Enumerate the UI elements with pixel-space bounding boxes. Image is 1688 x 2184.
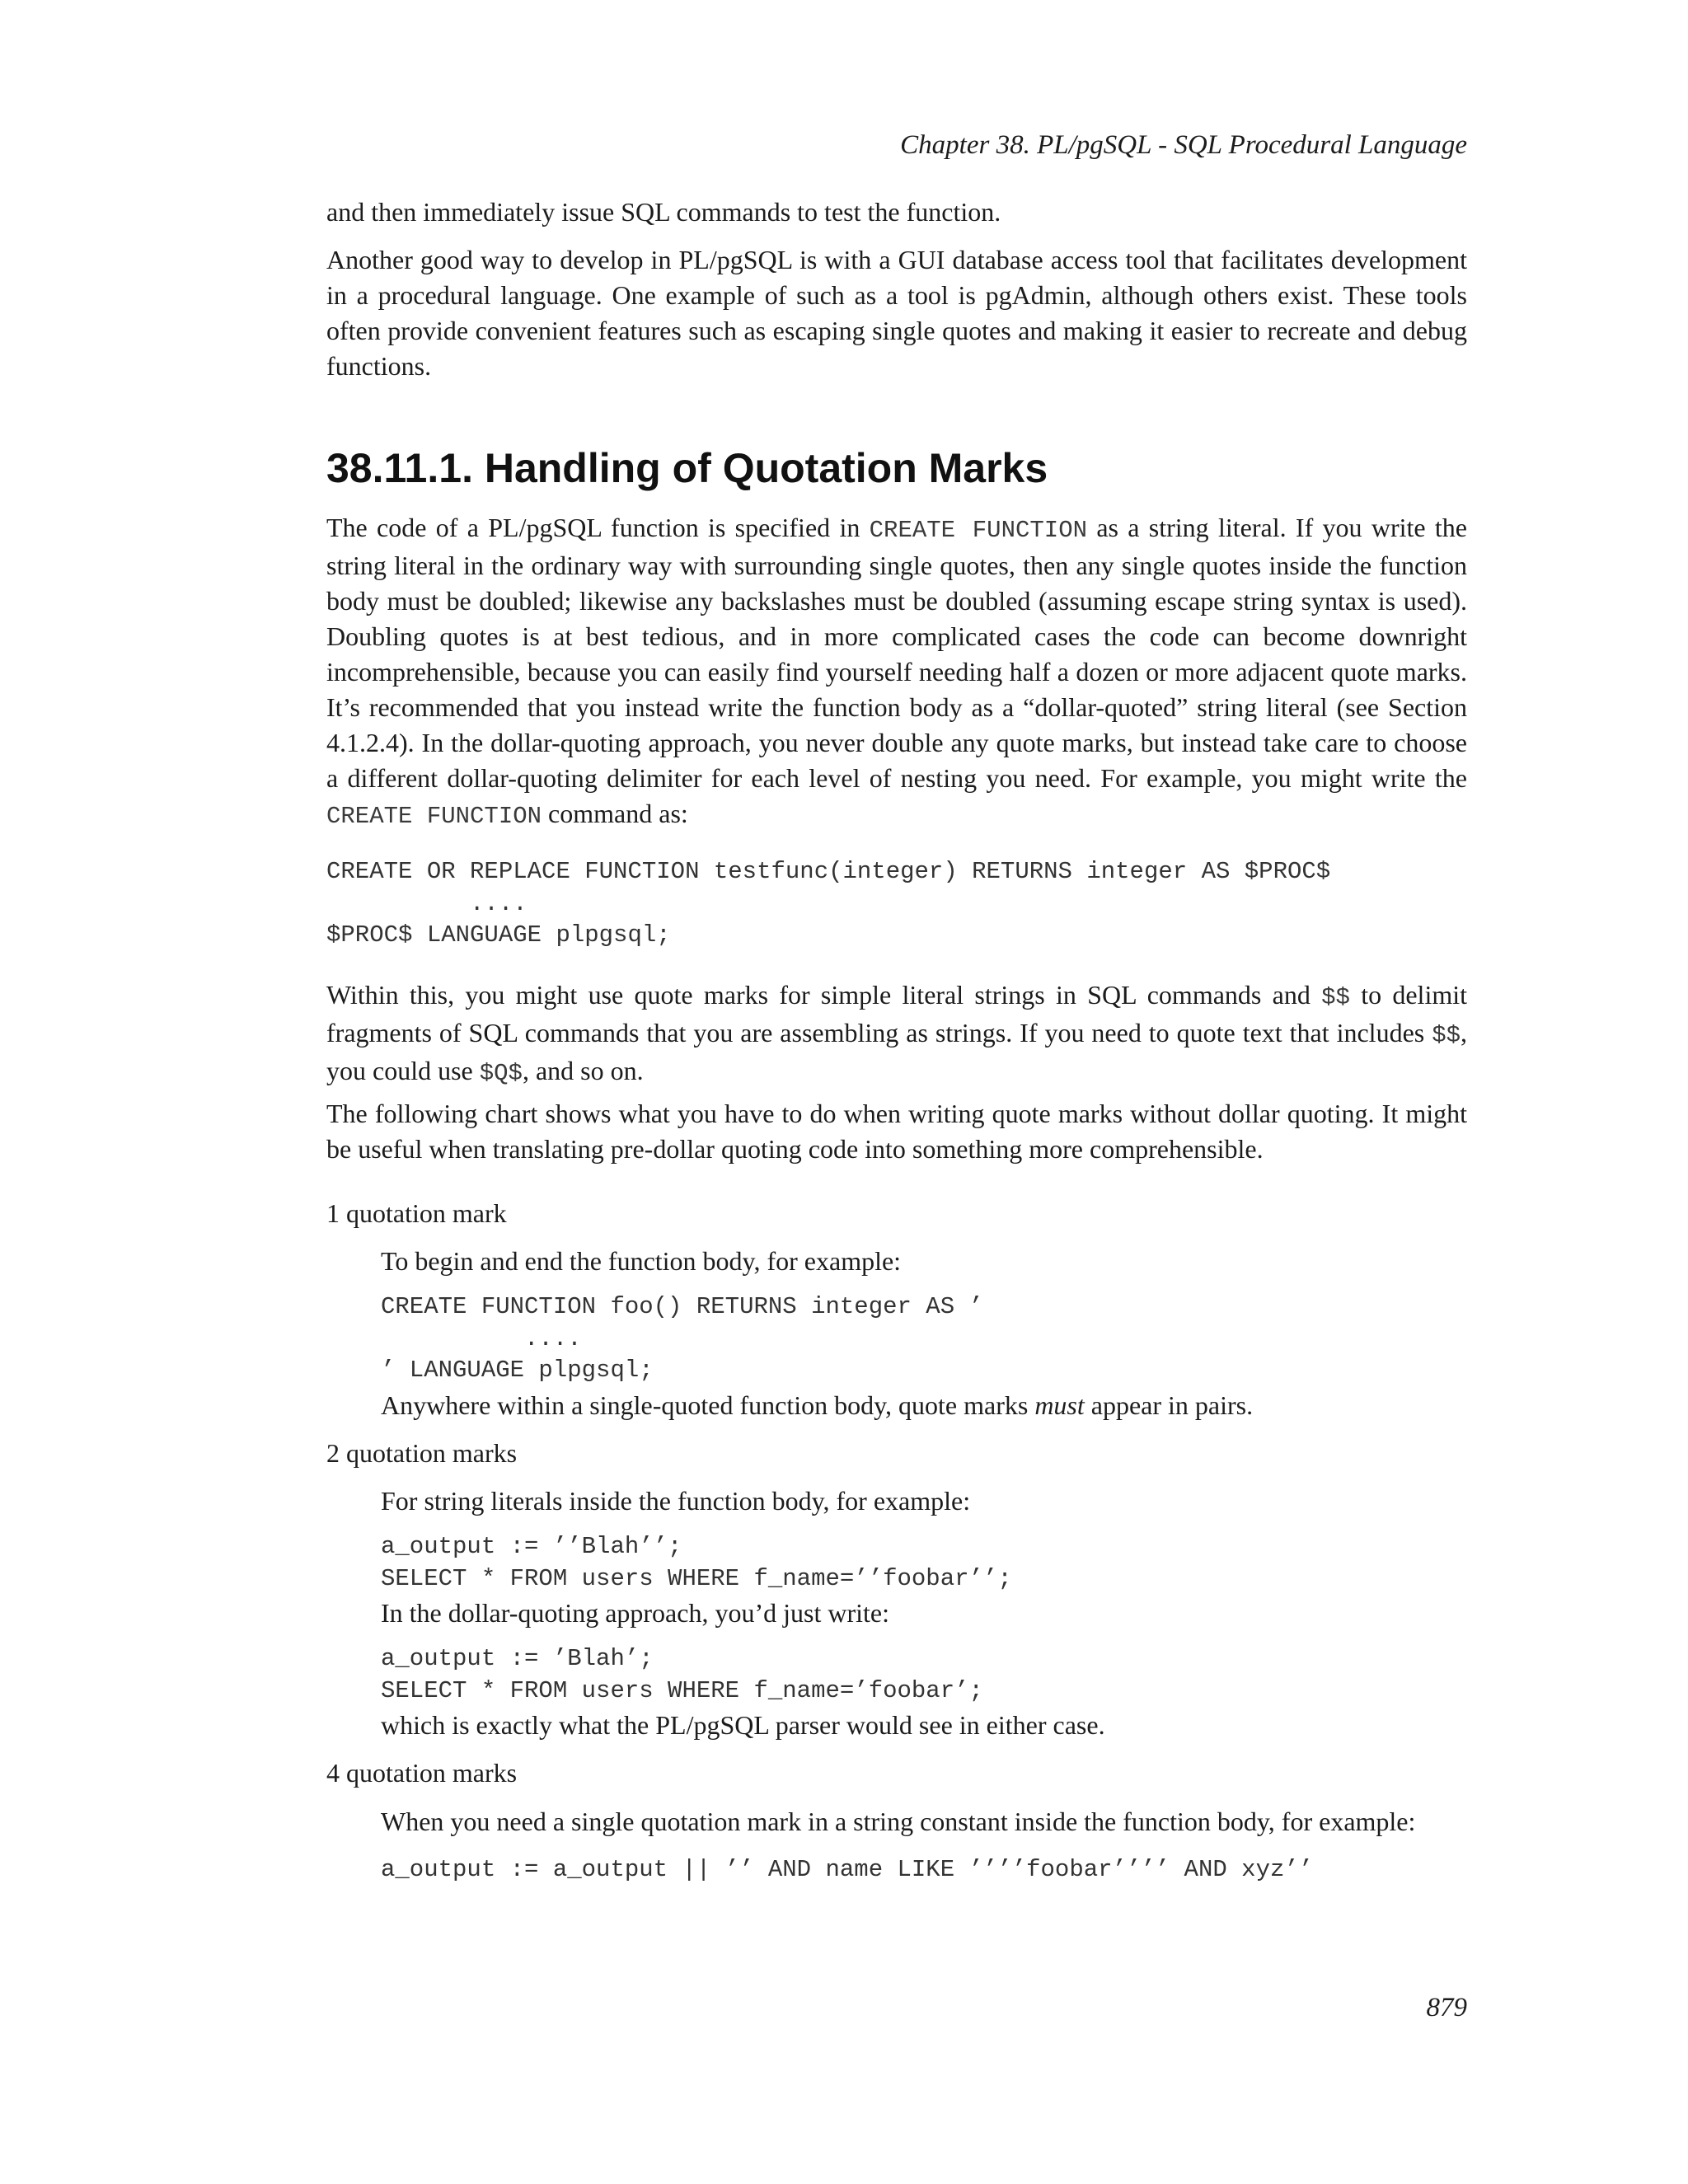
p2-code-dollar-2: $$ [1432,1022,1461,1049]
entry-1-note-a: Anywhere within a single-quoted function body, quote marks [381,1390,1035,1420]
intro-gui-paragraph: Another good way to develop in PL/pgSQL is with a GUI database access tool that facilitates development in a procedural language. One example of such as a tool is pgAdmin, although others exist. These tools often provide convenient features such as escaping single quotes and making it easier to recreate and debug functions. [326,245,1467,381]
section-paragraph-3: The following chart shows what you have to do when writing quote marks without dollar quoting. It might be useful when translating pre-dollar quoting code into something more comprehensible. [326,1099,1467,1164]
p1-code-create-function-2: CREATE FUNCTION [326,803,542,830]
intro-continued-line: and then immediately issue SQL commands to test the function. [326,197,1001,227]
p2-text-b: to delimit fragments of SQL commands that you are assembling as strings. If you need to quote text that includes [326,980,1468,1047]
p2-text-a: Within this, you might use quote marks for simple literal strings in SQL commands and [326,980,1322,1010]
p1-text-a: The code of a PL/pgSQL function is specified in [326,513,870,542]
term-2-quotation-marks: 2 quotation marks [326,1438,518,1468]
p1-code-create-function: CREATE FUNCTION [869,517,1088,544]
p2-text-d: , and so on. [522,1056,644,1085]
entry-2-code-dollar: a_output := ’Blah’; SELECT * FROM users WHERE f_name=’foobar’; [381,1645,983,1704]
section-paragraph-1 [326,510,1467,834]
term-4-quotation-marks: 4 quotation marks [326,1758,518,1788]
p2-text-c: , you could use [326,1018,1467,1085]
entry-1-note-emphasis: must [1034,1390,1085,1420]
entry-4-description: When you need a single quotation mark in a string constant inside the function body, for example: [381,1807,1416,1836]
entry-1-description: To begin and end the function body, for example: [381,1246,902,1276]
entry-2-note: In the dollar-quoting approach, you’d just write: [381,1598,889,1628]
p1-text-c: command as: [542,799,688,828]
p1-text-b: as a string literal. If you write the string literal in the ordinary way with surrounding single quotes, then any single quotes inside the function body must be doubled; likewise any backslashes must be doubled (assuming escape string syntax is used). Doubling quotes is at best tedious, and in more complicated cases the code can become downright incomprehensible, because you can easily find yourself needing half a dozen or more adjacent quote marks. It’s recommended that you instead write the function body as a “dollar-quoted” string literal (see Section 4.1.2.4). In the dollar-quoting approach, you never double any quote marks, but instead take care to choose a different dollar-quoting delimiter for each level of nesting you need. For example, you might write the [326,513,1468,793]
entry-1-note-b: appear in pairs. [1084,1390,1254,1420]
section-paragraph-2 [326,977,1467,1091]
p2-code-dollar: $$ [1321,984,1350,1011]
entry-2-description: For string literals inside the function body, for example: [381,1486,971,1516]
entry-4-code: a_output := a_output || ’’ AND name LIKE ’’’’foobar’’’’ AND xyz’’ [381,1856,1314,1883]
code-example-testfunc: CREATE OR REPLACE FUNCTION testfunc(integer) RETURNS integer AS $PROC$ .... $PROC$ LANGUAGE plpgsql; [326,858,1331,949]
entry-1-note [381,1388,1467,1423]
running-header: Chapter 38. PL/pgSQL - SQL Procedural Language [900,130,1467,160]
entry-1-code: CREATE FUNCTION foo() RETURNS integer AS ’ .... ’ LANGUAGE plpgsql; [381,1293,983,1384]
entry-2-note-2: which is exactly what the PL/pgSQL parser would see in either case. [381,1710,1105,1740]
p2-code-dollar-q: $Q$ [479,1060,523,1087]
term-1-quotation-mark: 1 quotation mark [326,1198,507,1228]
section-heading: 38.11.1. Handling of Quotation Marks [326,445,1048,491]
page-number: 879 [1426,1993,1467,2022]
entry-2-code: a_output := ’’Blah’’; SELECT * FROM users WHERE f_name=’’foobar’’; [381,1533,1012,1592]
